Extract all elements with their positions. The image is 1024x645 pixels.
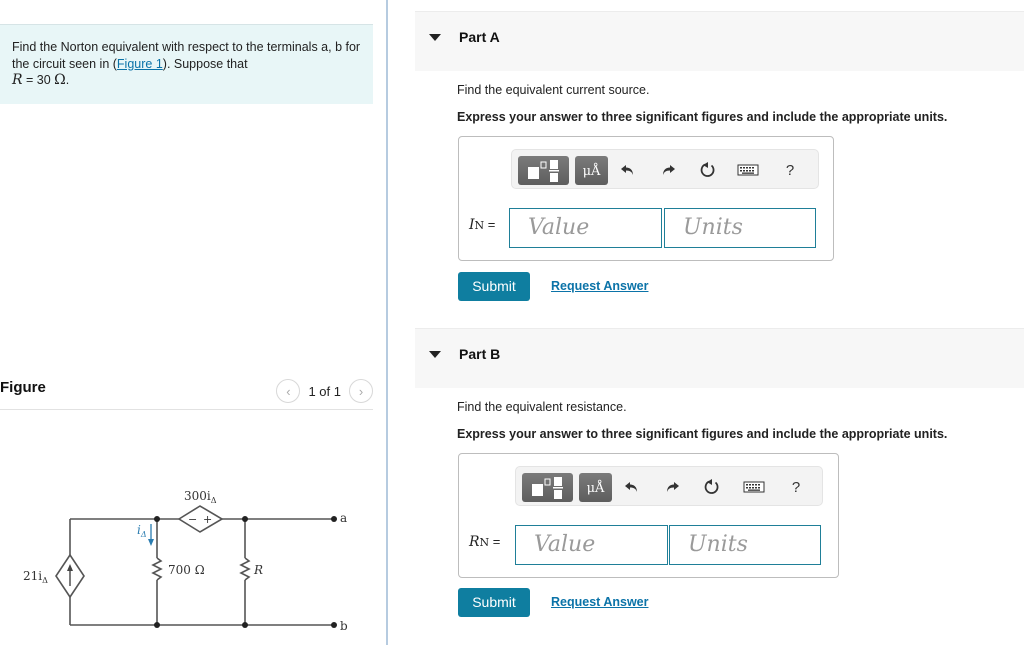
part-a-value-input[interactable]: Value (509, 208, 662, 248)
undo-button[interactable] (620, 475, 644, 499)
part-a-instruction: Express your answer to three significant figures and include the appropriate units. (457, 110, 948, 124)
templates-button[interactable] (522, 473, 573, 502)
part-a-request-answer-link[interactable]: Request Answer (551, 279, 649, 293)
help-button[interactable] (784, 475, 808, 499)
figure-link[interactable]: Figure 1 (116, 56, 163, 71)
undo-button[interactable] (616, 158, 640, 182)
part-b-instruction: Express your answer to three significant figures and include the appropriate units. (457, 427, 948, 441)
period: . (65, 73, 70, 87)
problem-statement (0, 24, 373, 104)
right-panel (415, 0, 1024, 645)
resistance-symbol: R (12, 72, 23, 88)
units-button[interactable]: μÅ (575, 156, 608, 185)
keyboard-icon (743, 480, 765, 494)
redo-icon (664, 479, 680, 495)
redo-button[interactable] (660, 475, 684, 499)
part-b-request-answer-link[interactable]: Request Answer (551, 595, 649, 609)
problem-text: Find the Norton equivalent with respect to the terminals a, b for the circuit seen in ( (12, 40, 361, 71)
reset-button[interactable] (696, 158, 720, 182)
part-a-header[interactable] (415, 11, 1024, 71)
part-a-answer-box (458, 136, 834, 261)
math-toolbar (515, 466, 823, 506)
part-a-variable-label: IN = (469, 217, 496, 233)
label-i-delta: $i_\Delta$ (137, 523, 147, 539)
label-plus: + (203, 513, 213, 526)
part-b-header[interactable] (415, 328, 1024, 388)
ohm-unit: Ω (54, 72, 66, 88)
part-a-prompt: Find the equivalent current source. (457, 83, 650, 97)
units-button[interactable]: μÅ (579, 473, 612, 502)
label-minus: − (188, 513, 198, 526)
caret-down-icon (429, 34, 441, 41)
left-panel (0, 0, 387, 645)
part-b-submit-button[interactable]: Submit (458, 588, 530, 617)
help-icon: ? (791, 478, 801, 496)
part-b-value-input[interactable]: Value (515, 525, 668, 565)
figure-pager (276, 379, 373, 403)
figure-title: Figure (0, 379, 46, 396)
label-r: R (254, 563, 264, 577)
prev-figure-button[interactable] (276, 379, 300, 403)
figure-header (0, 376, 373, 410)
keyboard-button[interactable] (736, 158, 760, 182)
help-button[interactable] (778, 158, 802, 182)
label-300i: $300i_\Delta$ (184, 489, 217, 505)
keyboard-button[interactable] (742, 475, 766, 499)
undo-icon (624, 479, 640, 495)
pager-text: 1 of 1 (308, 383, 341, 399)
part-a-submit-button[interactable]: Submit (458, 272, 530, 301)
resistance-equals: = 30 (22, 73, 55, 87)
reset-button[interactable] (700, 475, 724, 499)
math-toolbar (511, 149, 819, 189)
reset-icon (703, 478, 721, 496)
part-a-units-input[interactable]: Units (664, 208, 816, 248)
chevron-right-icon: › (358, 383, 364, 399)
caret-down-icon (429, 351, 441, 358)
part-b-answer-box (458, 453, 839, 578)
templates-button[interactable] (518, 156, 569, 185)
templates-icon (518, 156, 569, 185)
undo-icon (620, 162, 636, 178)
templates-icon (522, 473, 573, 502)
circuit-diagram (0, 470, 380, 645)
help-icon: ? (785, 161, 795, 179)
label-700-ohm: 700 Ω (168, 563, 205, 577)
terminal-a: a (340, 511, 348, 525)
label-21i: $21i_\Delta$ (23, 569, 48, 585)
reset-icon (699, 161, 717, 179)
part-b-variable-label: RN = (469, 534, 501, 550)
keyboard-icon (737, 163, 759, 177)
part-b-prompt: Find the equivalent resistance. (457, 400, 627, 414)
redo-icon (660, 162, 676, 178)
part-b-units-input[interactable]: Units (669, 525, 821, 565)
chevron-left-icon: ‹ (286, 383, 291, 399)
part-a-title: Part A (459, 29, 500, 45)
panel-divider[interactable] (386, 0, 388, 645)
problem-text-after: ). Suppose that (162, 56, 248, 71)
terminal-b: b (340, 619, 348, 633)
part-b-title: Part B (459, 346, 501, 362)
redo-button[interactable] (656, 158, 680, 182)
next-figure-button[interactable] (349, 379, 373, 403)
